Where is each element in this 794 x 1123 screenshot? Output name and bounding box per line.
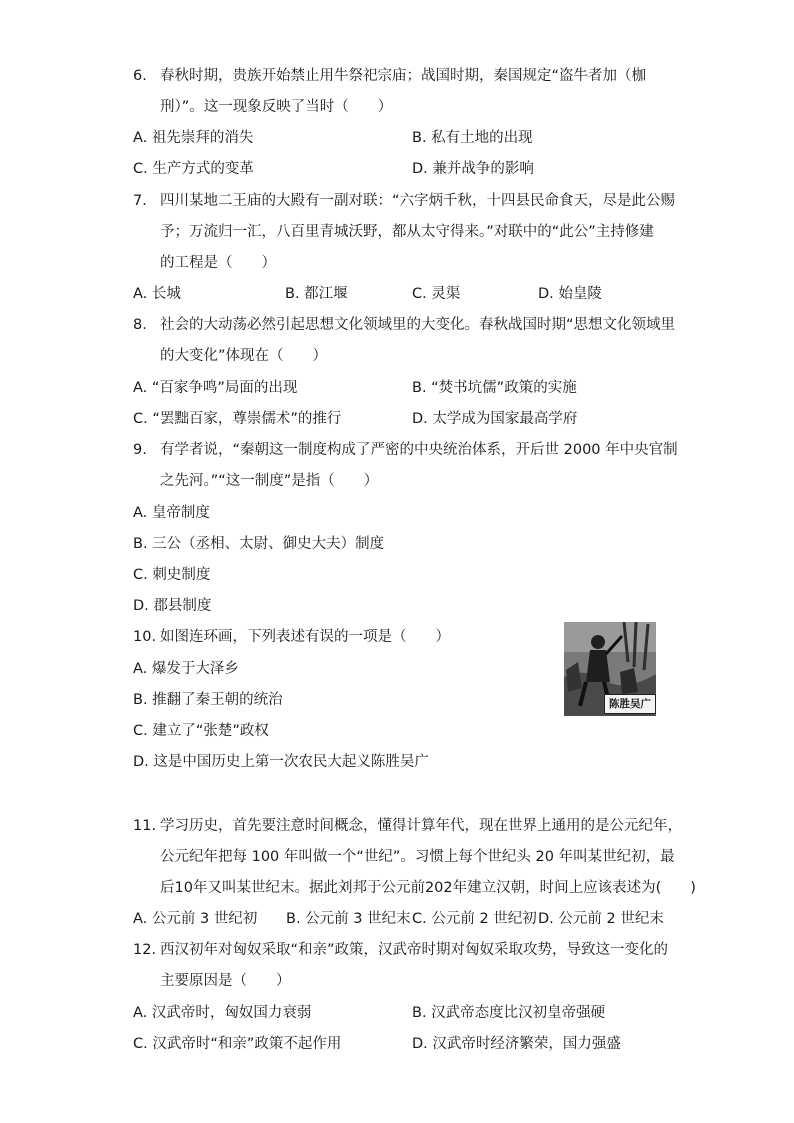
option-d[interactable]: D. 始皇陵	[538, 286, 602, 302]
option-b[interactable]: B. 推翻了秦王朝的统治	[133, 692, 283, 708]
option-c[interactable]: C. 生产方式的变革	[133, 161, 254, 177]
option-d[interactable]: D. 这是中国历史上第一次农民大起义陈胜吴广	[133, 754, 429, 770]
question-text-continued: 的大变化”体现在（ ）	[160, 348, 328, 364]
question-number: 9.	[133, 442, 147, 458]
option-c[interactable]: C. 刺史制度	[133, 567, 211, 583]
option-c[interactable]: C. 灵渠	[412, 286, 461, 302]
option-a[interactable]: A. 皇帝制度	[133, 505, 210, 521]
question-text-continued: 公元纪年把每 100 年叫做一个“世纪”。习惯上每个世纪头 20 年叫某世纪初，最	[160, 849, 675, 865]
question-text: 四川某地二王庙的大殿有一副对联：“六字炳千秋，十四县民命食天，尽是此公赐	[160, 193, 676, 209]
option-b[interactable]: B. 公元前 3 世纪末	[286, 911, 411, 927]
option-b[interactable]: B. 都江堰	[285, 286, 348, 302]
option-a[interactable]: A. “百家争鸣”局面的出现	[133, 380, 298, 396]
option-b[interactable]: B. “焚书坑儒”政策的实施	[412, 380, 577, 396]
question-text-continued: 之先河。”“这一制度”是指（ ）	[160, 473, 379, 489]
question-text-continued: 后10年又叫某世纪末。据此刘邦于公元前202年建立汉朝，时间上应该表述为( )	[160, 880, 696, 896]
option-b[interactable]: B. 私有土地的出现	[412, 130, 533, 146]
question-text-continued: 的工程是（ ）	[160, 255, 276, 271]
question-text-continued: 刑）”。这一现象反映了当时（ ）	[160, 99, 393, 115]
question-number: 10.	[133, 629, 157, 645]
question-text: 学习历史，首先要注意时间概念，懂得计算年代，现在世界上通用的是公元纪年，	[160, 818, 682, 834]
option-d[interactable]: D. 汉武帝时经济繁荣，国力强盛	[412, 1036, 621, 1052]
question-6	[133, 66, 674, 86]
option-d[interactable]: D. 兼并战争的影响	[412, 161, 534, 177]
option-b[interactable]: B. 汉武帝态度比汉初皇帝强硬	[412, 1005, 606, 1021]
option-b[interactable]: B. 三公（丞相、太尉、御史大夫）制度	[133, 536, 385, 552]
option-a[interactable]: A. 祖先崇拜的消失	[133, 130, 254, 146]
question-text: 如图连环画，下列表述有误的一项是（ ）	[160, 629, 450, 645]
option-c[interactable]: C. 公元前 2 世纪初	[412, 911, 537, 927]
comic-illustration	[564, 622, 656, 716]
option-a[interactable]: A. 汉武帝时，匈奴国力衰弱	[133, 1005, 312, 1021]
option-d[interactable]: D. 太学成为国家最高学府	[412, 411, 578, 427]
option-a[interactable]: A. 长城	[133, 286, 181, 302]
question-number: 7.	[133, 193, 147, 209]
question-text: 社会的大动荡必然引起思想文化领域里的大变化。春秋战国时期“思想文化领域里	[160, 317, 676, 333]
question-8	[133, 315, 674, 335]
question-10	[133, 627, 544, 647]
question-text: 西汉初年对匈奴采取“和亲”政策，汉武帝时期对匈奴采取攻势，导致这一变化的	[160, 942, 669, 958]
option-c[interactable]: C. 建立了“张楚”政权	[133, 723, 269, 739]
question-text: 有学者说，“秦朝这一制度构成了严密的中央统治体系，开后世 2000 年中央官制	[160, 442, 678, 458]
question-number: 11.	[133, 818, 157, 834]
question-7	[133, 191, 674, 211]
question-9	[133, 440, 678, 460]
option-a[interactable]: A. 爆发于大泽乡	[133, 661, 239, 677]
question-number: 12.	[133, 942, 157, 958]
question-text: 春秋时期，贵族开始禁止用牛祭祀宗庙；战国时期，秦国规定“盗牛者加（枷	[160, 68, 647, 84]
question-text-continued: 予；万流归一汇，八百里青城沃野，都从太守得来。”对联中的“此公”主持修建	[160, 224, 654, 240]
option-c[interactable]: C. 汉武帝时“和亲”政策不起作用	[133, 1036, 342, 1052]
option-a[interactable]: A. 公元前 3 世纪初	[133, 911, 258, 927]
figure-caption: 陈胜吴广	[604, 694, 656, 714]
option-d[interactable]: D. 郡县制度	[133, 598, 212, 614]
option-c[interactable]: C. “罢黜百家，尊崇儒术”的推行	[133, 411, 342, 427]
question-12	[133, 940, 674, 960]
question-text-continued: 主要原因是（ ）	[160, 973, 291, 989]
option-d[interactable]: D. 公元前 2 世纪末	[538, 911, 664, 927]
question-number: 6.	[133, 68, 147, 84]
question-number: 8.	[133, 317, 147, 333]
question-11	[133, 816, 682, 836]
